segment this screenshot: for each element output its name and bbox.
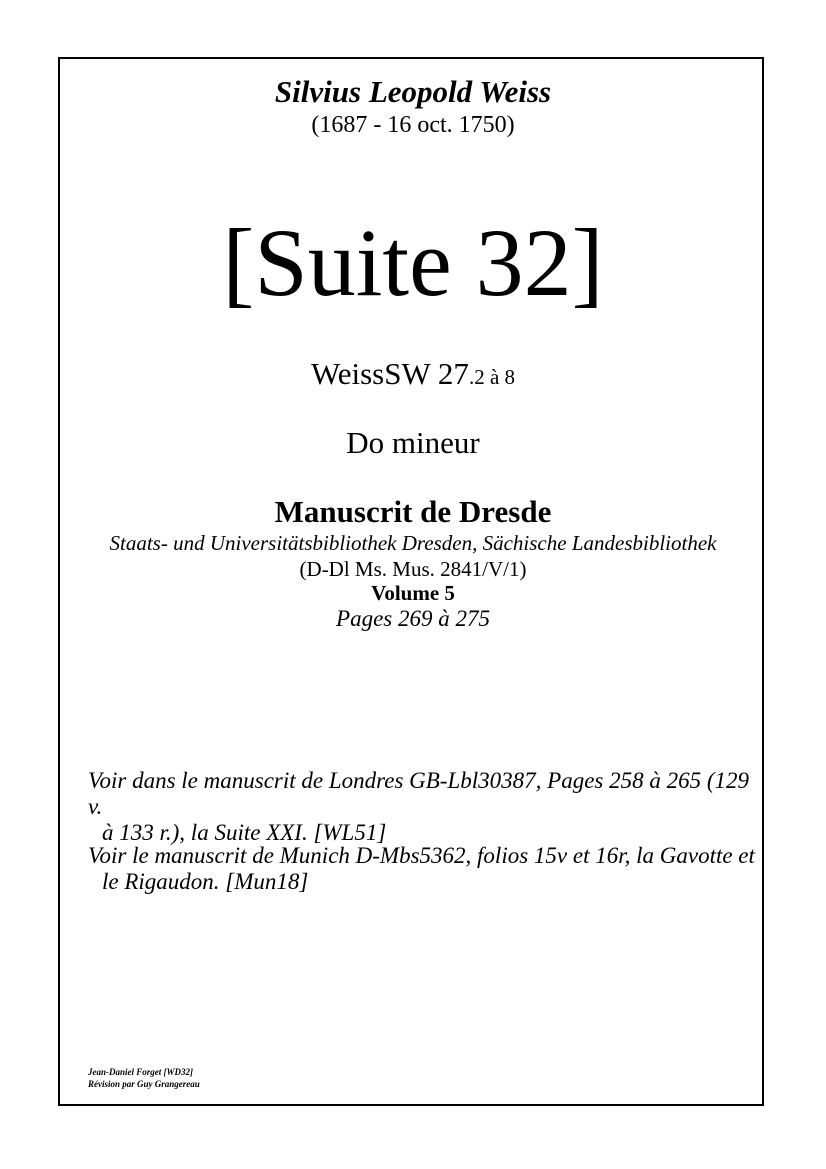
catalog-range: .2 à 8 [468,365,516,389]
credit-author: Jean-Daniel Forget [WD32] [88,1067,193,1077]
composer-name: Silvius Leopold Weiss [274,74,552,109]
catalog-number [58,356,768,392]
credits [88,1066,200,1090]
page-range: Pages 269 à 275 [336,606,490,631]
composer-dates: (1687 - 16 oct. 1750) [311,112,515,138]
shelfmark: (D-Dl Ms. Mus. 2841/V/1) [299,557,527,581]
note-line: à 133 r.), la Suite XXI. [WL51] [102,820,387,845]
volume-number: Volume 5 [371,581,455,605]
manuscript-title: Manuscrit de Dresde [274,494,552,529]
note-munich [88,843,760,895]
suite-title: [Suite 32] [222,209,604,316]
catalog-prefix: WeissSW 27 [310,356,469,391]
note-line: Voir dans le manuscrit de Londres GB-Lbl30387, Pages 258 à 265 (129 v. [88,768,750,819]
note-line: le Rigaudon. [Mun18] [102,869,309,894]
library-name: Staats- und Universitätsbibliothek Dresden, Sächische Landesbibliothek [109,531,717,555]
note-line: Voir le manuscrit de Munich D-Mbs5362, folios 15v et 16r, la Gavotte et [88,843,755,868]
note-london [88,768,760,846]
key-signature: Do mineur [346,425,480,460]
credit-revision: Révision par Guy Grangereau [88,1079,200,1089]
